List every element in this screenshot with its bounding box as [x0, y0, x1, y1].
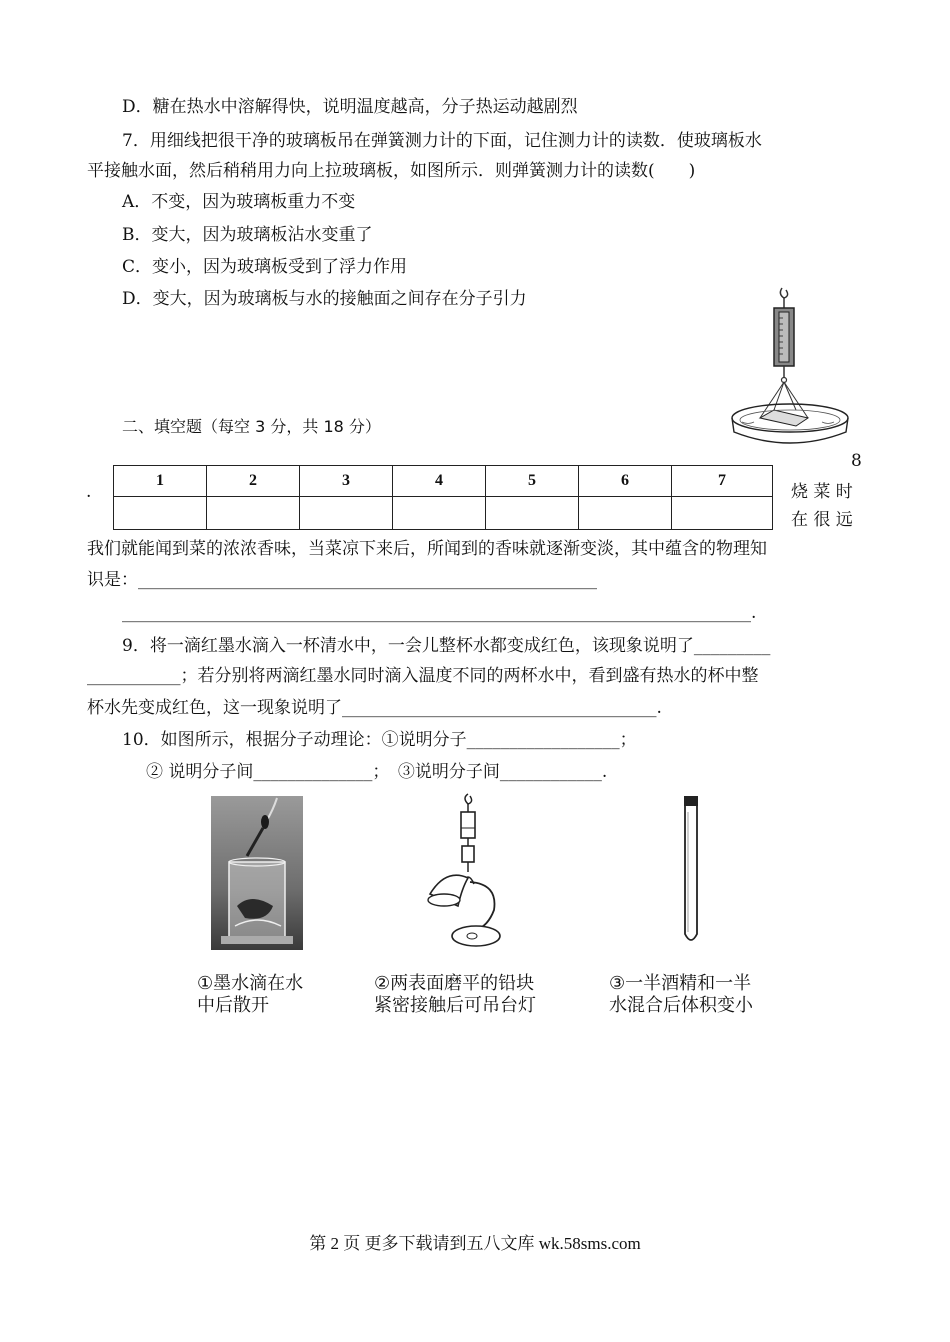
- q7-option-c: C．变小，因为玻璃板受到了浮力作用: [122, 257, 408, 277]
- fig2-caption-line1: ②两表面磨平的铅块: [374, 973, 535, 994]
- fig2-caption-line2: 紧密接触后可吊台灯: [374, 995, 536, 1016]
- q8-line4: 识是：______________________________________________________: [87, 570, 597, 590]
- q7-stem-line2: 平接触水面，然后稍稍用力向上拉玻璃板，如图所示．则弹簧测力计的读数( ): [87, 161, 696, 181]
- lead-blocks-lamp-figure: [418, 790, 528, 955]
- answer-cell-7[interactable]: [672, 497, 773, 530]
- answer-col-3-header: 3: [300, 466, 393, 497]
- q10-line2: ② 说明分子间______________； ③说明分子间____________.: [146, 762, 608, 782]
- answer-cell-1[interactable]: [114, 497, 207, 530]
- spring-scale-figure: [730, 282, 870, 444]
- q6-option-d: D．糖在热水中溶解得快，说明温度越高，分子热运动越剧烈: [122, 97, 578, 117]
- q8-line5: __________________________________________________________________________.: [122, 603, 757, 623]
- q7-option-b: B．变大，因为玻璃板沾水变重了: [122, 225, 373, 245]
- q9-line1: 9．将一滴红墨水滴入一杯清水中，一会儿整杯水都变成红色，该现象说明了_________: [122, 636, 771, 656]
- answer-col-7-header: 7: [672, 466, 773, 497]
- q9-line2: ___________；若分别将两滴红墨水同时滴入温度不同的两杯水中，看到盛有热水的杯中整: [87, 666, 759, 686]
- q10-line1: 10．如图所示，根据分子动理论：①说明分子__________________；: [122, 730, 637, 750]
- q8-number: 8: [851, 451, 862, 471]
- answer-cell-4[interactable]: [393, 497, 486, 530]
- page-footer: 第 2 页 更多下载请到五八文库 wk.58sms.com: [309, 1234, 641, 1253]
- q7-option-a: A．不变，因为玻璃板重力不变: [122, 192, 356, 212]
- test-tube-figure: [676, 792, 706, 948]
- section2-title: 二、填空题（每空 3 分，共 18 分）: [122, 417, 381, 436]
- answer-col-1-header: 1: [114, 466, 207, 497]
- q8-dot: .: [86, 482, 92, 502]
- answer-col-4-header: 4: [393, 466, 486, 497]
- q8-side-line2: 在 很 远: [791, 510, 853, 530]
- fig3-caption-line2: 水混合后体积变小: [609, 995, 753, 1016]
- answer-col-5-header: 5: [486, 466, 579, 497]
- fig1-caption-line1: ①墨水滴在水: [197, 973, 304, 994]
- answer-col-2-header: 2: [207, 466, 300, 497]
- answer-table-blank-row: [114, 497, 773, 530]
- q9-line3: 杯水先变成红色，这一现象说明了_____________________________________.: [87, 698, 662, 718]
- ink-drop-photo: [211, 796, 303, 950]
- fig1-caption-line2: 中后散开: [197, 995, 269, 1016]
- answer-table: [113, 465, 773, 530]
- answer-cell-6[interactable]: [579, 497, 672, 530]
- answer-cell-3[interactable]: [300, 497, 393, 530]
- q8-line3: 我们就能闻到菜的浓浓香味，当菜凉下来后，所闻到的香味就逐渐变淡，其中蕴含的物理知: [87, 539, 767, 559]
- q7-option-d: D．变大，因为玻璃板与水的接触面之间存在分子引力: [122, 289, 527, 309]
- answer-cell-2[interactable]: [207, 497, 300, 530]
- answer-table-header-row: [114, 466, 773, 497]
- q8-side-line1: 烧 菜 时: [791, 482, 853, 502]
- q7-stem-line1: 7．用细线把很干净的玻璃板吊在弹簧测力计的下面，记住测力计的读数．使玻璃板水: [122, 131, 762, 151]
- answer-cell-5[interactable]: [486, 497, 579, 530]
- answer-col-6-header: 6: [579, 466, 672, 497]
- fig3-caption-line1: ③一半酒精和一半: [609, 973, 752, 994]
